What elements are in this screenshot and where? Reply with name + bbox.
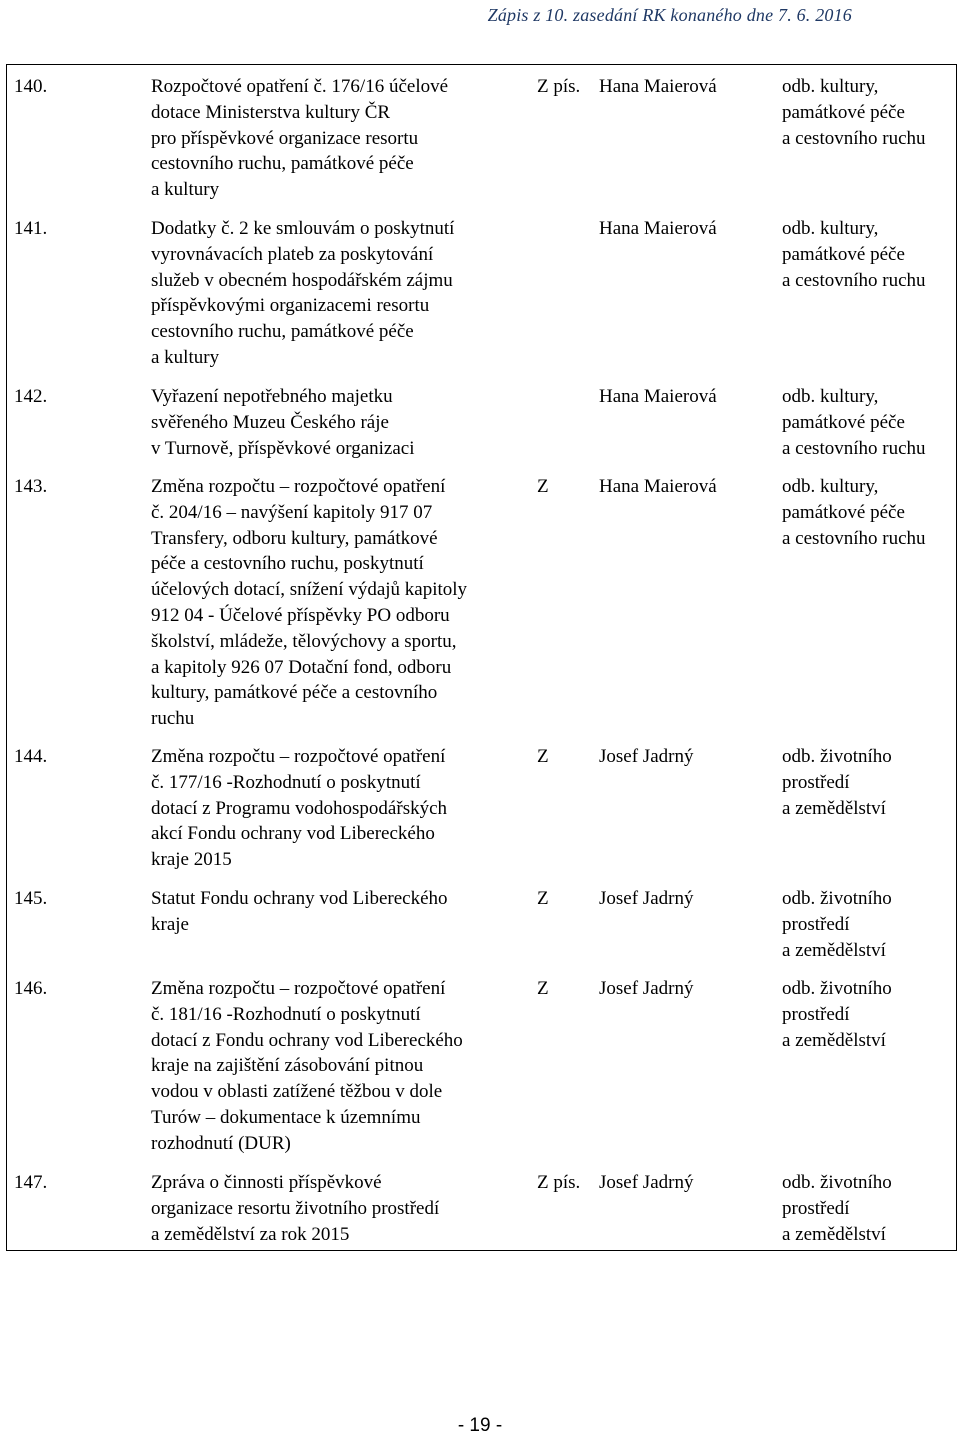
department-line: památkové péče [782, 501, 905, 523]
department-line: a cestovního ruchu [782, 269, 926, 291]
department-line: prostředí [782, 913, 850, 935]
responsible-person: Josef Jadrný [599, 888, 694, 909]
department-line: odb. životního [782, 888, 892, 909]
description-line: a kapitoly 926 07 Dotační fond, odboru [151, 656, 452, 678]
responsible-department [782, 976, 952, 1053]
department-line: památkové péče [782, 243, 905, 265]
page-number: - 19 - [457, 1415, 503, 1436]
responsible-person: Hana Maierová [599, 476, 717, 497]
description-line: Změna rozpočtu – rozpočtové opatření [151, 476, 446, 497]
description-line: ruchu [151, 708, 195, 730]
description-line: Transfery, odboru kultury, památkové [151, 527, 438, 549]
department-line: odb. životního [782, 978, 892, 999]
department-line: prostředí [782, 1003, 850, 1025]
item-number: 144. [14, 746, 48, 767]
responsible-department [782, 1170, 952, 1247]
department-line: a cestovního ruchu [782, 127, 926, 149]
item-description [151, 744, 529, 873]
responsible-department [782, 384, 952, 461]
description-line: akcí Fondu ochrany vod Libereckého [151, 823, 435, 845]
description-line: č. 177/16 -Rozhodnutí o poskytnutí [151, 771, 421, 793]
responsible-person: Hana Maierová [599, 76, 717, 97]
description-line: Statut Fondu ochrany vod Libereckého [151, 888, 448, 909]
item-description [151, 74, 529, 203]
description-line: Vyřazení nepotřebného majetku [151, 386, 393, 407]
description-line: cestovního ruchu, památkové péče [151, 153, 414, 175]
description-line: 912 04 - Účelové příspěvky PO odboru [151, 604, 450, 626]
description-line: organizace resortu životního prostředí [151, 1197, 440, 1219]
description-line: svěřeného Muzeu Českého ráje [151, 411, 389, 433]
responsible-person: Hana Maierová [599, 218, 717, 239]
item-description [151, 474, 529, 732]
department-line: a zemědělství [782, 797, 886, 819]
item-number: 147. [14, 1172, 48, 1193]
description-line: kraje 2015 [151, 849, 232, 871]
description-line: služeb v obecném hospodářském zájmu [151, 269, 453, 291]
description-line: pro příspěvkové organizace resortu [151, 127, 419, 149]
department-line: a zemědělství [782, 939, 886, 961]
responsible-department [782, 744, 952, 821]
item-number: 146. [14, 978, 48, 999]
responsible-person: Josef Jadrný [599, 1172, 694, 1193]
description-line: účelových dotací, snížení výdajů kapitoly [151, 579, 468, 601]
department-line: odb. kultury, [782, 76, 879, 97]
responsible-department [782, 474, 952, 551]
department-line: odb. kultury, [782, 476, 879, 497]
department-line: odb. životního [782, 746, 892, 767]
description-line: a kultury [151, 179, 220, 201]
department-line: a cestovního ruchu [782, 437, 926, 459]
description-line: a kultury [151, 346, 220, 368]
description-line: školství, mládeže, tělovýchovy a sportu, [151, 630, 457, 652]
item-description [151, 886, 529, 938]
department-line: odb. kultury, [782, 386, 879, 407]
item-description [151, 384, 529, 461]
description-line: Zpráva o činnosti příspěvkové [151, 1172, 382, 1193]
item-type: Z [537, 978, 549, 999]
description-line: č. 204/16 – navýšení kapitoly 917 07 [151, 501, 433, 523]
department-line: prostředí [782, 1197, 850, 1219]
item-number: 142. [14, 386, 48, 407]
department-line: a zemědělství [782, 1223, 886, 1245]
description-line: kraje [151, 913, 189, 935]
description-line: kultury, památkové péče a cestovního [151, 682, 438, 704]
responsible-person: Josef Jadrný [599, 746, 694, 767]
item-type: Z pís. [537, 1172, 581, 1193]
item-number: 140. [14, 76, 48, 97]
item-type: Z pís. [537, 76, 581, 97]
department-line: památkové péče [782, 101, 905, 123]
department-line: památkové péče [782, 411, 905, 433]
item-number: 141. [14, 218, 48, 239]
description-line: Turów – dokumentace k územnímu [151, 1106, 421, 1128]
description-line: v Turnově, příspěvkové organizaci [151, 437, 415, 459]
department-line: odb. kultury, [782, 218, 879, 239]
description-line: Rozpočtové opatření č. 176/16 účelové [151, 76, 449, 97]
description-line: Změna rozpočtu – rozpočtové opatření [151, 978, 446, 999]
item-number: 143. [14, 476, 48, 497]
department-line: a cestovního ruchu [782, 527, 926, 549]
item-type: Z [537, 476, 549, 497]
description-line: dotací z Fondu ochrany vod Libereckého [151, 1029, 463, 1051]
department-line: odb. životního [782, 1172, 892, 1193]
page-header-title: Zápis z 10. zasedání RK konaného dne 7. 6. 2016 [487, 5, 852, 25]
description-line: dotace Ministerstva kultury ČR [151, 101, 391, 123]
department-line: prostředí [782, 771, 850, 793]
description-line: cestovního ruchu, památkové péče [151, 321, 414, 343]
description-line: rozhodnutí (DUR) [151, 1132, 291, 1154]
responsible-person: Josef Jadrný [599, 978, 694, 999]
department-line: a zemědělství [782, 1029, 886, 1051]
responsible-person: Hana Maierová [599, 386, 717, 407]
description-line: péče a cestovního ruchu, poskytnutí [151, 553, 424, 575]
responsible-department [782, 216, 952, 293]
description-line: příspěvkovými organizacemi resortu [151, 295, 430, 317]
item-type: Z [537, 888, 549, 909]
description-line: vodou v oblasti zatížené těžbou v dole [151, 1081, 443, 1103]
description-line: dotací z Programu vodohospodářských [151, 797, 448, 819]
item-description [151, 976, 529, 1157]
responsible-department [782, 74, 952, 151]
responsible-department [782, 886, 952, 963]
description-line: Změna rozpočtu – rozpočtové opatření [151, 746, 446, 767]
description-line: vyrovnávacích plateb za poskytování [151, 243, 434, 265]
item-number: 145. [14, 888, 48, 909]
description-line: a zemědělství za rok 2015 [151, 1223, 350, 1245]
description-line: č. 181/16 -Rozhodnutí o poskytnutí [151, 1003, 421, 1025]
item-description [151, 1170, 529, 1247]
item-type: Z [537, 746, 549, 767]
item-description [151, 216, 529, 371]
description-line: Dodatky č. 2 ke smlouvám o poskytnutí [151, 218, 455, 239]
description-line: kraje na zajištění zásobování pitnou [151, 1055, 424, 1077]
